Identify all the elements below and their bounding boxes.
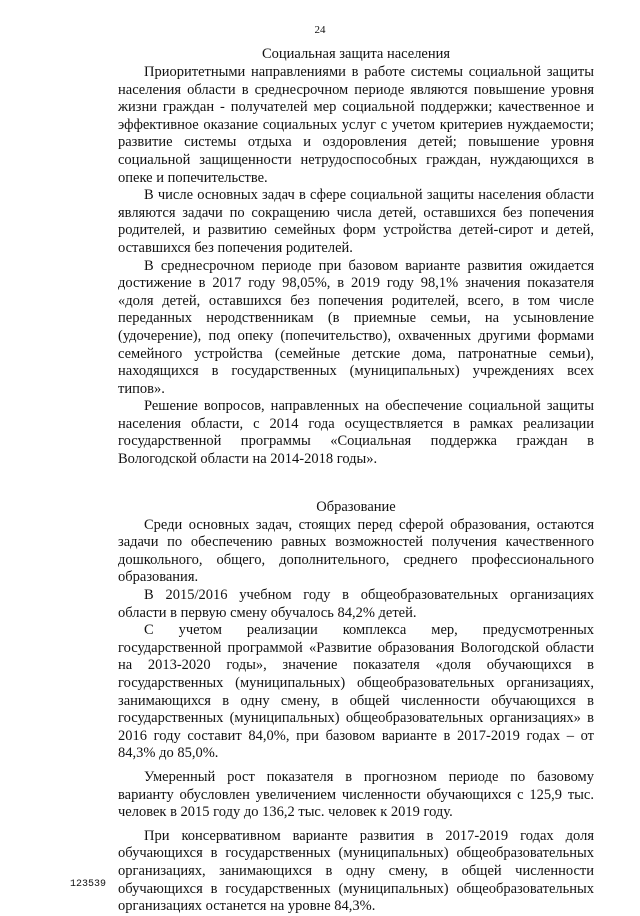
paragraph: Среди основных задач, стоящих перед сферой образования, остаются задачи по обеспечению равных возможностей получения качественного дошкольного, общего, дополнительного, среднего профессионального образования. [118, 516, 594, 586]
paragraph: Решение вопросов, направленных на обеспечение социальной защиты населения области, с 2014 года осуществляется в рамках реализации государственной программы «Социальная поддержка граждан в Вологодской области на 2014-2018 годы». [118, 398, 594, 468]
paragraph: Приоритетными направлениями в работе системы социальной защиты населения области в среднесрочном периоде являются повышение уровня жизни граждан - получателей мер социальной поддержки; качественное и эффективное оказание социальных услуг с учетом критериев нуждаемости; развитие системы отдыха и оздоровления детей; повышение уровня социальной защищенности нетрудоспособных граждан, нуждающихся в опеке и попечительстве. [118, 64, 594, 186]
page-number: 24 [314, 24, 326, 36]
paragraph: В среднесрочном периоде при базовом варианте развития ожидается достижение в 2017 году 98,05%, в 2019 году 98,1% значения показателя «доля детей, оставшихся без попечения родителей, всего, в том числе переданных неродственникам (в приемные семьи, на усыновление (удочерение), под опеку (попечительство), охваченных другими формами семейного устройства (семейные детские дома, патронатные семьи), находящихся в государственных (муниципальных) учреждениях всех типов». [118, 257, 594, 397]
document-content [118, 46, 594, 916]
paragraph: В 2015/2016 учебном году в общеобразовательных организациях области в первую смену обучалось 84,2% детей. [118, 587, 594, 621]
section-social-protection [118, 46, 594, 469]
section-gap [118, 469, 594, 499]
paragraph: Умеренный рост показателя в прогнозном периоде по базовому варианту обусловлен увеличением численности обучающихся с 125,9 тыс. человек в 2015 году до 136,2 тыс. человек к 2019 году. [118, 768, 594, 821]
section-title: Образование [316, 498, 396, 515]
section-education [118, 499, 594, 916]
section-title: Социальная защита населения [261, 46, 451, 62]
paragraph: С учетом реализации комплекса мер, предусмотренных государственной программой «Развитие образования Вологодской области на 2013-2020 годы», значение показателя «доля обучающихся в государственных (муниципальных) общеобразовательных организациях, занимающихся в одну смену, в общей численности обучающихся в государственных (муниципальных) общеобразовательных организациях» в 2016 году составит 84,0%, при базовом варианте в 2017-2019 годах – от 84,3% до 85,0%. [118, 622, 594, 762]
paragraph: В числе основных задач в сфере социальной защиты населения области являются задачи по сокращению числа детей, оставшихся без попечения родителей, и развитию семейных форм устройства детей-сирот и детей, оставшихся без попечения родителей. [118, 187, 594, 256]
footer-code: 123539 [70, 879, 107, 890]
paragraph: При консервативном варианте развития в 2017-2019 годах доля обучающихся в государственных (муниципальных) общеобразовательных организациях, занимающихся в одну смену, в общей численности обучающихся в государственных (муниципальных) общеобразовательных организациях останется на уровне 84,3%. [118, 827, 594, 915]
